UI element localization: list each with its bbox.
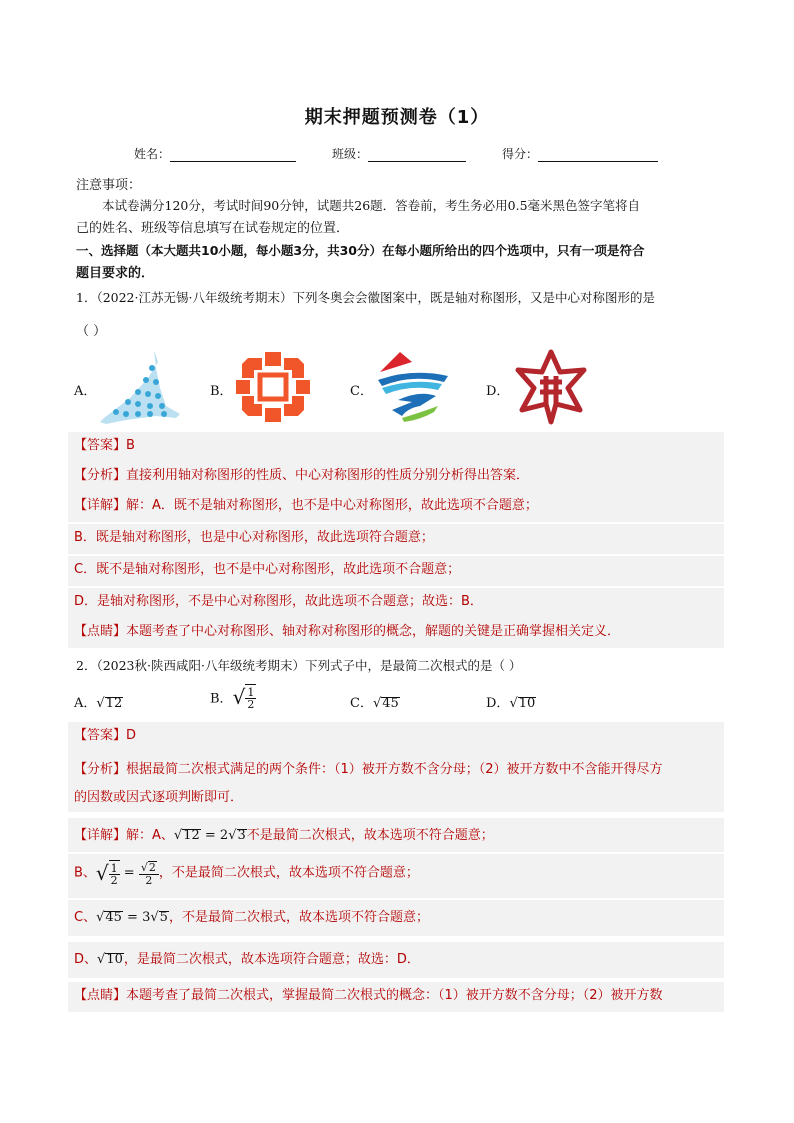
q2-detail2-denominator: 2 — [110, 874, 118, 887]
q2-detail3-pre: C、 — [74, 910, 97, 925]
q1-answer-block — [68, 432, 724, 462]
q1-option-c-label: C． — [350, 384, 373, 399]
q2-option-b-denominator: 2 — [247, 698, 255, 711]
q2-comment-block — [68, 982, 724, 1012]
q1-answer-value: B — [126, 438, 135, 453]
q2-analysis-line2: 的因数或因式逐项判断即可． — [74, 790, 244, 805]
q1-comment-text: 本题考查了中心对称图形、轴对称对称图形的概念，解题的关键是正确掌握相关定义． — [126, 624, 621, 639]
q2-option-d-label: D． — [486, 696, 510, 711]
q2-option-d-radicand: 10 — [518, 696, 536, 711]
q2-detail2-post: ，不是最简二次根式，故本选项不符合题意； — [158, 865, 419, 881]
q2-option-b: B．√ $\frac{1}{2}$ — [210, 685, 255, 711]
q1-analysis-tag: 【分析】 — [74, 468, 127, 483]
q2-option-d: D．√10 — [486, 696, 536, 711]
q1-analysis-text: 直接利用轴对称图形的性质、中心对称图形的性质分别分析得出答案． — [126, 468, 530, 483]
q2-option-c-radicand: 45 — [382, 696, 399, 711]
q1-detail-block — [68, 492, 724, 522]
q2-detail-block: 【详解】解：A、√12 = 2√3不是最简二次根式，故本选项不符合题意； — [68, 818, 724, 852]
q2-detail1-radicand: 12 — [183, 828, 200, 843]
q2-detail1-pre: 解：A、 — [126, 828, 174, 843]
q2-analysis-block — [68, 752, 724, 812]
q2-answer-block — [68, 722, 724, 752]
page-title: 期末押题预测卷（1） — [304, 107, 490, 128]
notice-line1: 本试卷满分120分，考试时间90分钟，试题共26题．答卷前，考生务必用0.5毫米黑色签字笔将自 — [102, 198, 641, 213]
q2-detail1-eq: = 2 — [200, 828, 229, 843]
q1-option-b-logo-icon — [234, 350, 312, 424]
q2-analysis-tag: 【分析】 — [74, 762, 127, 777]
q2-detail3-result-radicand: 5 — [159, 910, 168, 925]
q2-detail2-result-numerator: 2 — [148, 860, 156, 874]
q1-option-c-logo-icon — [372, 350, 452, 424]
q2-detail-tag: 【详解】 — [74, 828, 127, 843]
q2-option-c: C．√45 — [350, 696, 399, 711]
q2-detail-line2: B、√ $\frac{1}{2}$ = $\frac{√2}{2}$ ，不是最简二次根式，故本选项不符合题意； — [68, 854, 724, 898]
q2-detail3-post: ，不是最简二次根式，故本选项不符合题意； — [168, 910, 429, 925]
score-label: 得分： — [502, 147, 539, 161]
q1-answer-tag: 【答案】 — [74, 438, 127, 453]
q1-detail-line3: C．既不是轴对称图形，也不是中心对称图形，故此选项不合题意； — [68, 556, 724, 586]
name-field[interactable] — [170, 149, 296, 162]
q2-detail4-pre: D、 — [74, 952, 98, 967]
notice-line2: 己的姓名、班级等信息填写在试卷规定的位置． — [76, 221, 350, 236]
student-info-row — [134, 145, 694, 162]
q2-analysis-line1: 根据最简二次根式满足的两个条件：（1）被开方数不含分母；（2）被开方数中不含能开得尽方 — [126, 762, 663, 777]
q2-option-a-radicand: 12 — [105, 696, 123, 711]
q2-answer-tag: 【答案】 — [74, 728, 127, 743]
q2-detail2-numerator: 1 — [110, 862, 118, 875]
name-label: 姓名： — [134, 147, 171, 161]
q2-option-a: A．√12 — [74, 696, 123, 711]
q2-detail1-post: 不是最简二次根式，故本选项不符合题意； — [246, 828, 494, 843]
q1-option-d-logo-icon — [510, 348, 592, 426]
q2-comment-tag: 【点睛】 — [74, 988, 127, 1003]
score-field[interactable] — [538, 149, 658, 162]
q2-detail4-post: ，是最简二次根式，故本选项符合题意；故选：D． — [123, 952, 420, 967]
q2-comment-text: 本题考查了最简二次根式，掌握最简二次根式的概念：（1）被开方数不含分母；（2）被开方数 — [126, 988, 663, 1003]
q2-detail2-pre: B、 — [74, 865, 96, 881]
q1-blank: （ ） — [76, 324, 107, 339]
q1-detail-line2: B．既是轴对称图形，也是中心对称图形，故此选项符合题意； — [68, 524, 724, 554]
q1-detail-tag: 【详解】 — [74, 498, 127, 513]
q2-detail1-result-radicand: 3 — [237, 828, 246, 843]
q1-option-d-label: D． — [486, 384, 510, 399]
q1-comment-block — [68, 618, 724, 648]
q2-detail-line4: D、√10，是最简二次根式，故本选项符合题意；故选：D． — [68, 942, 724, 978]
q2-detail3-radicand: 45 — [105, 910, 122, 925]
q1-comment-tag: 【点睛】 — [74, 624, 127, 639]
q2-detail2-result-denominator: 2 — [145, 873, 153, 887]
q2-detail4-radicand: 10 — [106, 952, 123, 967]
q1-option-a-logo-icon — [96, 348, 180, 424]
q2-option-b-label: B． — [210, 691, 233, 707]
q1-analysis-block — [68, 462, 724, 492]
notice-heading: 注意事项： — [76, 178, 142, 193]
q2-option-b-numerator: 1 — [247, 686, 255, 699]
class-label: 班级： — [332, 147, 369, 161]
q1-detail-line4: D．是轴对称图形，不是中心对称图形，故此选项不合题意；故选：B． — [68, 588, 724, 618]
q2-detail-line3: C、√45 = 3√5，不是最简二次根式，故本选项不符合题意； — [68, 900, 724, 936]
q2-detail3-eq: = 3 — [122, 910, 151, 925]
q1-option-b-label: B． — [210, 384, 233, 399]
section1-line1: 一、选择题（本大题共10小题，每小题3分，共30分）在每小题所给出的四个选项中，只有一项是符合 — [76, 243, 645, 258]
q2-detail2-eq: = — [119, 865, 139, 881]
q2-stem: 2．（2023秋·陕西咸阳·八年级统考期末）下列式子中，是最简二次根式的是（ ） — [76, 658, 522, 673]
class-field[interactable] — [368, 149, 466, 162]
section1-line2: 题目要求的． — [76, 266, 155, 281]
q1-detail-line1: 解：A．既不是轴对称图形，也不是中心对称图形，故此选项不合题意； — [126, 498, 538, 513]
q2-option-b-fraction — [245, 684, 256, 710]
q1-option-a-label: A． — [74, 384, 97, 399]
q2-option-c-label: C． — [350, 696, 373, 711]
q2-answer-value: D — [126, 728, 137, 743]
q1-stem: 1．（2022·江苏无锡·八年级统考期末）下列冬奥会会徽图案中，既是轴对称图形，又是中心对称图形的是 — [76, 290, 655, 305]
q2-option-a-label: A． — [74, 696, 97, 711]
